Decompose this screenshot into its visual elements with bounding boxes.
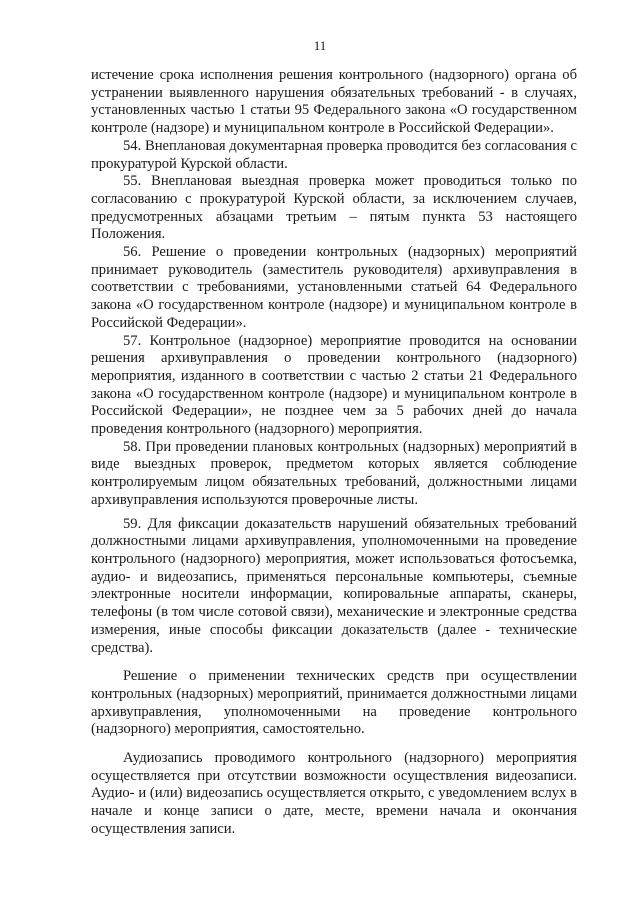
paragraph-59: 59. Для фиксации доказательств нарушений обязательных требований должностными лицами архивуправления, уполномоченными на проведение контрольного (надзорного) мероприятия, может использоваться фотосъемка, аудио- и видеозапись, применяться персональные компьютеры, съемные электронные носители информации, копировальные аппараты, сканеры, телефоны (в том числе сотовой связи), механические и электронные средства измерения, иные способы фиксации доказательств (далее - технические средства).: [91, 515, 577, 656]
paragraph-56: 56. Решение о проведении контрольных (надзорных) мероприятий принимает руководитель (заместитель руководителя) архивуправления в соответствии с требованиями, установленными статьей 64 Федерального закона «О государственном контроле (надзоре) и муниципальном контроле в Российской Федерации».: [91, 244, 577, 331]
paragraph-audio-recording: Аудиозапись проводимого контрольного (надзорного) мероприятия осуществляется при отсутствии возможности осуществления видеозаписи. Аудио- и (или) видеозапись осуществляется открыто, с уведомлением вслух в начале и конце записи о дате, месте, времени начала и окончания осуществления записи.: [91, 750, 577, 837]
paragraph-54: 54. Внеплановая документарная проверка проводится без согласования с прокуратурой Курской области.: [91, 137, 577, 172]
paragraph-55: 55. Внеплановая выездная проверка может проводиться только по согласованию с прокуратурой Курской области, за исключением случаев, предусмотренных абзацами третьим – пятым пункта 53 настоящего Положения.: [91, 173, 577, 243]
paragraph-technical-means-decision: Решение о применении технических средств при осуществлении контрольных (надзорных) мероприятий, принимается должностными лицами архивуправления, уполномоченными на проведение контрольного (надзорного) мероприятия, самостоятельно.: [91, 668, 577, 738]
paragraph-continuation: истечение срока исполнения решения контрольного (надзорного) органа об устранении выявленного нарушения обязательных требований - в случаях, установленных частью 1 статьи 95 Федерального закона «О государственном контроле (надзоре) и муниципальном контроле в Российской Федерации».: [91, 67, 577, 137]
paragraph-58: 58. При проведении плановых контрольных (надзорных) мероприятий в виде выездных проверок, предметом которых является соблюдение контролируемым лицом обязательных требований, должностными лицами архивуправления используются проверочные листы.: [91, 438, 577, 508]
paragraph-57: 57. Контрольное (надзорное) мероприятие проводится на основании решения архивуправления о проведении контрольного (надзорного) мероприятия, изданного в соответствии с частью 2 статьи 21 Федерального закона «О государственном контроле (надзоре) и муниципальном контроле в Российской Федерации», не позднее чем за 5 рабочих дней до начала проведения контрольного (надзорного) мероприятия.: [91, 332, 577, 438]
page-number: 11: [313, 38, 327, 53]
document-body: [91, 67, 577, 839]
